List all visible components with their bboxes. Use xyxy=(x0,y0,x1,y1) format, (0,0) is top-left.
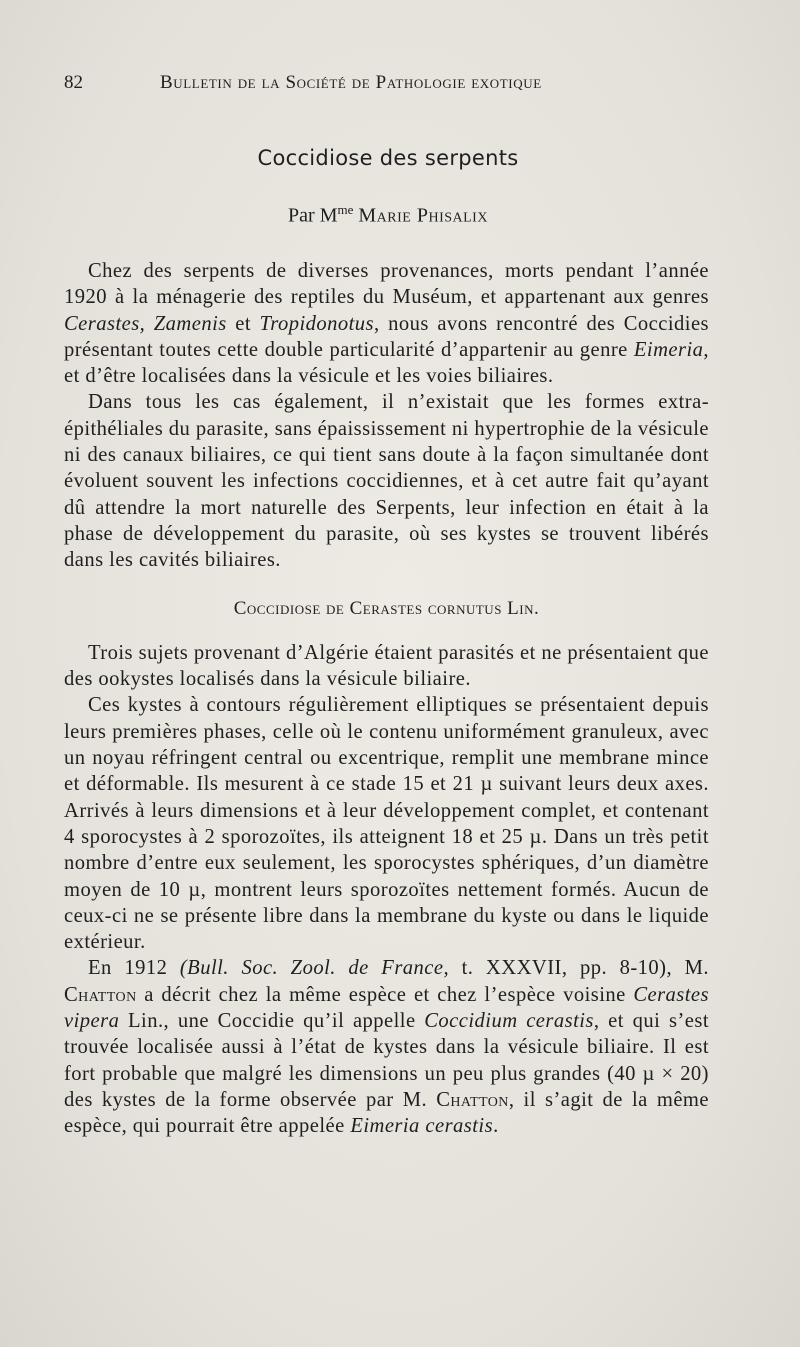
paragraph-prior-work xyxy=(64,955,709,1139)
author-prefix: Par M xyxy=(288,204,338,227)
paragraph-intro xyxy=(64,258,709,389)
author-reference: M. Chatton xyxy=(402,1088,509,1111)
species-name: Coccidium cerastis xyxy=(424,1010,594,1033)
author-reference: M. Chatton xyxy=(64,957,710,1006)
author-line xyxy=(0,202,776,228)
article-title: Coccidiose des serpents xyxy=(257,146,519,170)
text-run: , et qui s’est trouvée localisée aussi à l’état de kystes dans la vésicule biliaire. Il est fort probable que malgré les dimensions un peu plus grandes (40 µ × 20) des kystes de la forme observée par xyxy=(64,1010,709,1111)
author-title-superscript: me xyxy=(337,202,354,217)
citation: (Bull. Soc. Zool. de France, xyxy=(179,957,450,980)
genus-name: Eimeria xyxy=(633,338,704,361)
text-run: , il s’agit de la même espèce, qui pourrait être appelée xyxy=(64,1088,709,1138)
text-run: t. XXXVII, pp. 8-10), xyxy=(449,957,685,980)
running-header xyxy=(64,72,736,100)
page-number: 82 xyxy=(64,72,83,93)
text-run: et xyxy=(226,312,260,335)
section-subheading: Coccidiose de Cerastes cornutus Lin. xyxy=(233,597,540,619)
journal-title: Bulletin de la Société de Pathologie exotique xyxy=(160,72,542,93)
text-run: En 1912 xyxy=(88,957,180,980)
paragraph-cyst-description: Ces kystes à contours régulièrement elliptiques se présentaient depuis leurs premières phases, celle où le contenu uniformément granuleux, avec un noyau réfringent central ou excentrique, remplit une membrane mince et déformable. Ils mesurent à ce stade 15 et 21 µ suivant leurs deux axes. Arrivés à leurs dimensions et à leur développement complet, et contenant 4 sporocystes à 2 sporozoïtes, ils atteignent 18 et 25 µ. Dans un très petit nombre d’entre eux seulement, les sporocystes sphériques, d’un diamètre moyen de 10 µ, montrent leurs sporozoïtes nettement formés. Aucun de ceux-ci ne se présente libre dans la membrane du kyste ou dans le liquide extérieur. xyxy=(64,694,709,954)
paragraph-observations: Dans tous les cas également, il n’existait que les formes extra-épithéliales du parasite, sans épaississement ni hypertrophie de la vésicule ni des canaux biliaires, ce qui tient sans doute à la façon simultanée dont évoluent souvent les infections coccidiennes, et à cet autre fait qu’ayant dû attendre la mort naturelle des Serpents, leur infection en était à la phase de développement du parasite, où ses kystes se trouvent libérés dans les cavités biliaires. xyxy=(64,391,709,572)
article-body xyxy=(64,258,709,1140)
genus-names: Cerastes, Zamenis xyxy=(64,312,227,335)
author-name: Marie Phisalix xyxy=(358,204,488,227)
text-run: Chez des serpents de diverses provenances, morts pendant l’année 1920 à la ménagerie des reptiles du Muséum, et appartenant aux genres xyxy=(64,260,709,309)
text-run: . xyxy=(493,1115,499,1138)
text-run: , nous avons rencontré des Coccidies présentant toutes cette double particularité d’appartenir au genre xyxy=(64,312,710,361)
species-name: Cerastes vipera xyxy=(64,983,709,1033)
text-run: Lin., une Coccidie qu’il appelle xyxy=(119,1010,425,1033)
text-run: a décrit chez la même espèce et chez l’espèce voisine xyxy=(136,983,634,1006)
species-name: Eimeria cerastis xyxy=(350,1115,494,1138)
paragraph-subjects: Trois sujets provenant d’Algérie étaient parasités et ne présentaient que des ookystes localisés dans la vésicule biliaire. xyxy=(64,641,709,691)
text-run: , et d’être localisées dans la vésicule et les voies biliaires. xyxy=(64,338,709,388)
genus-name: Tropidonotus xyxy=(259,312,375,335)
